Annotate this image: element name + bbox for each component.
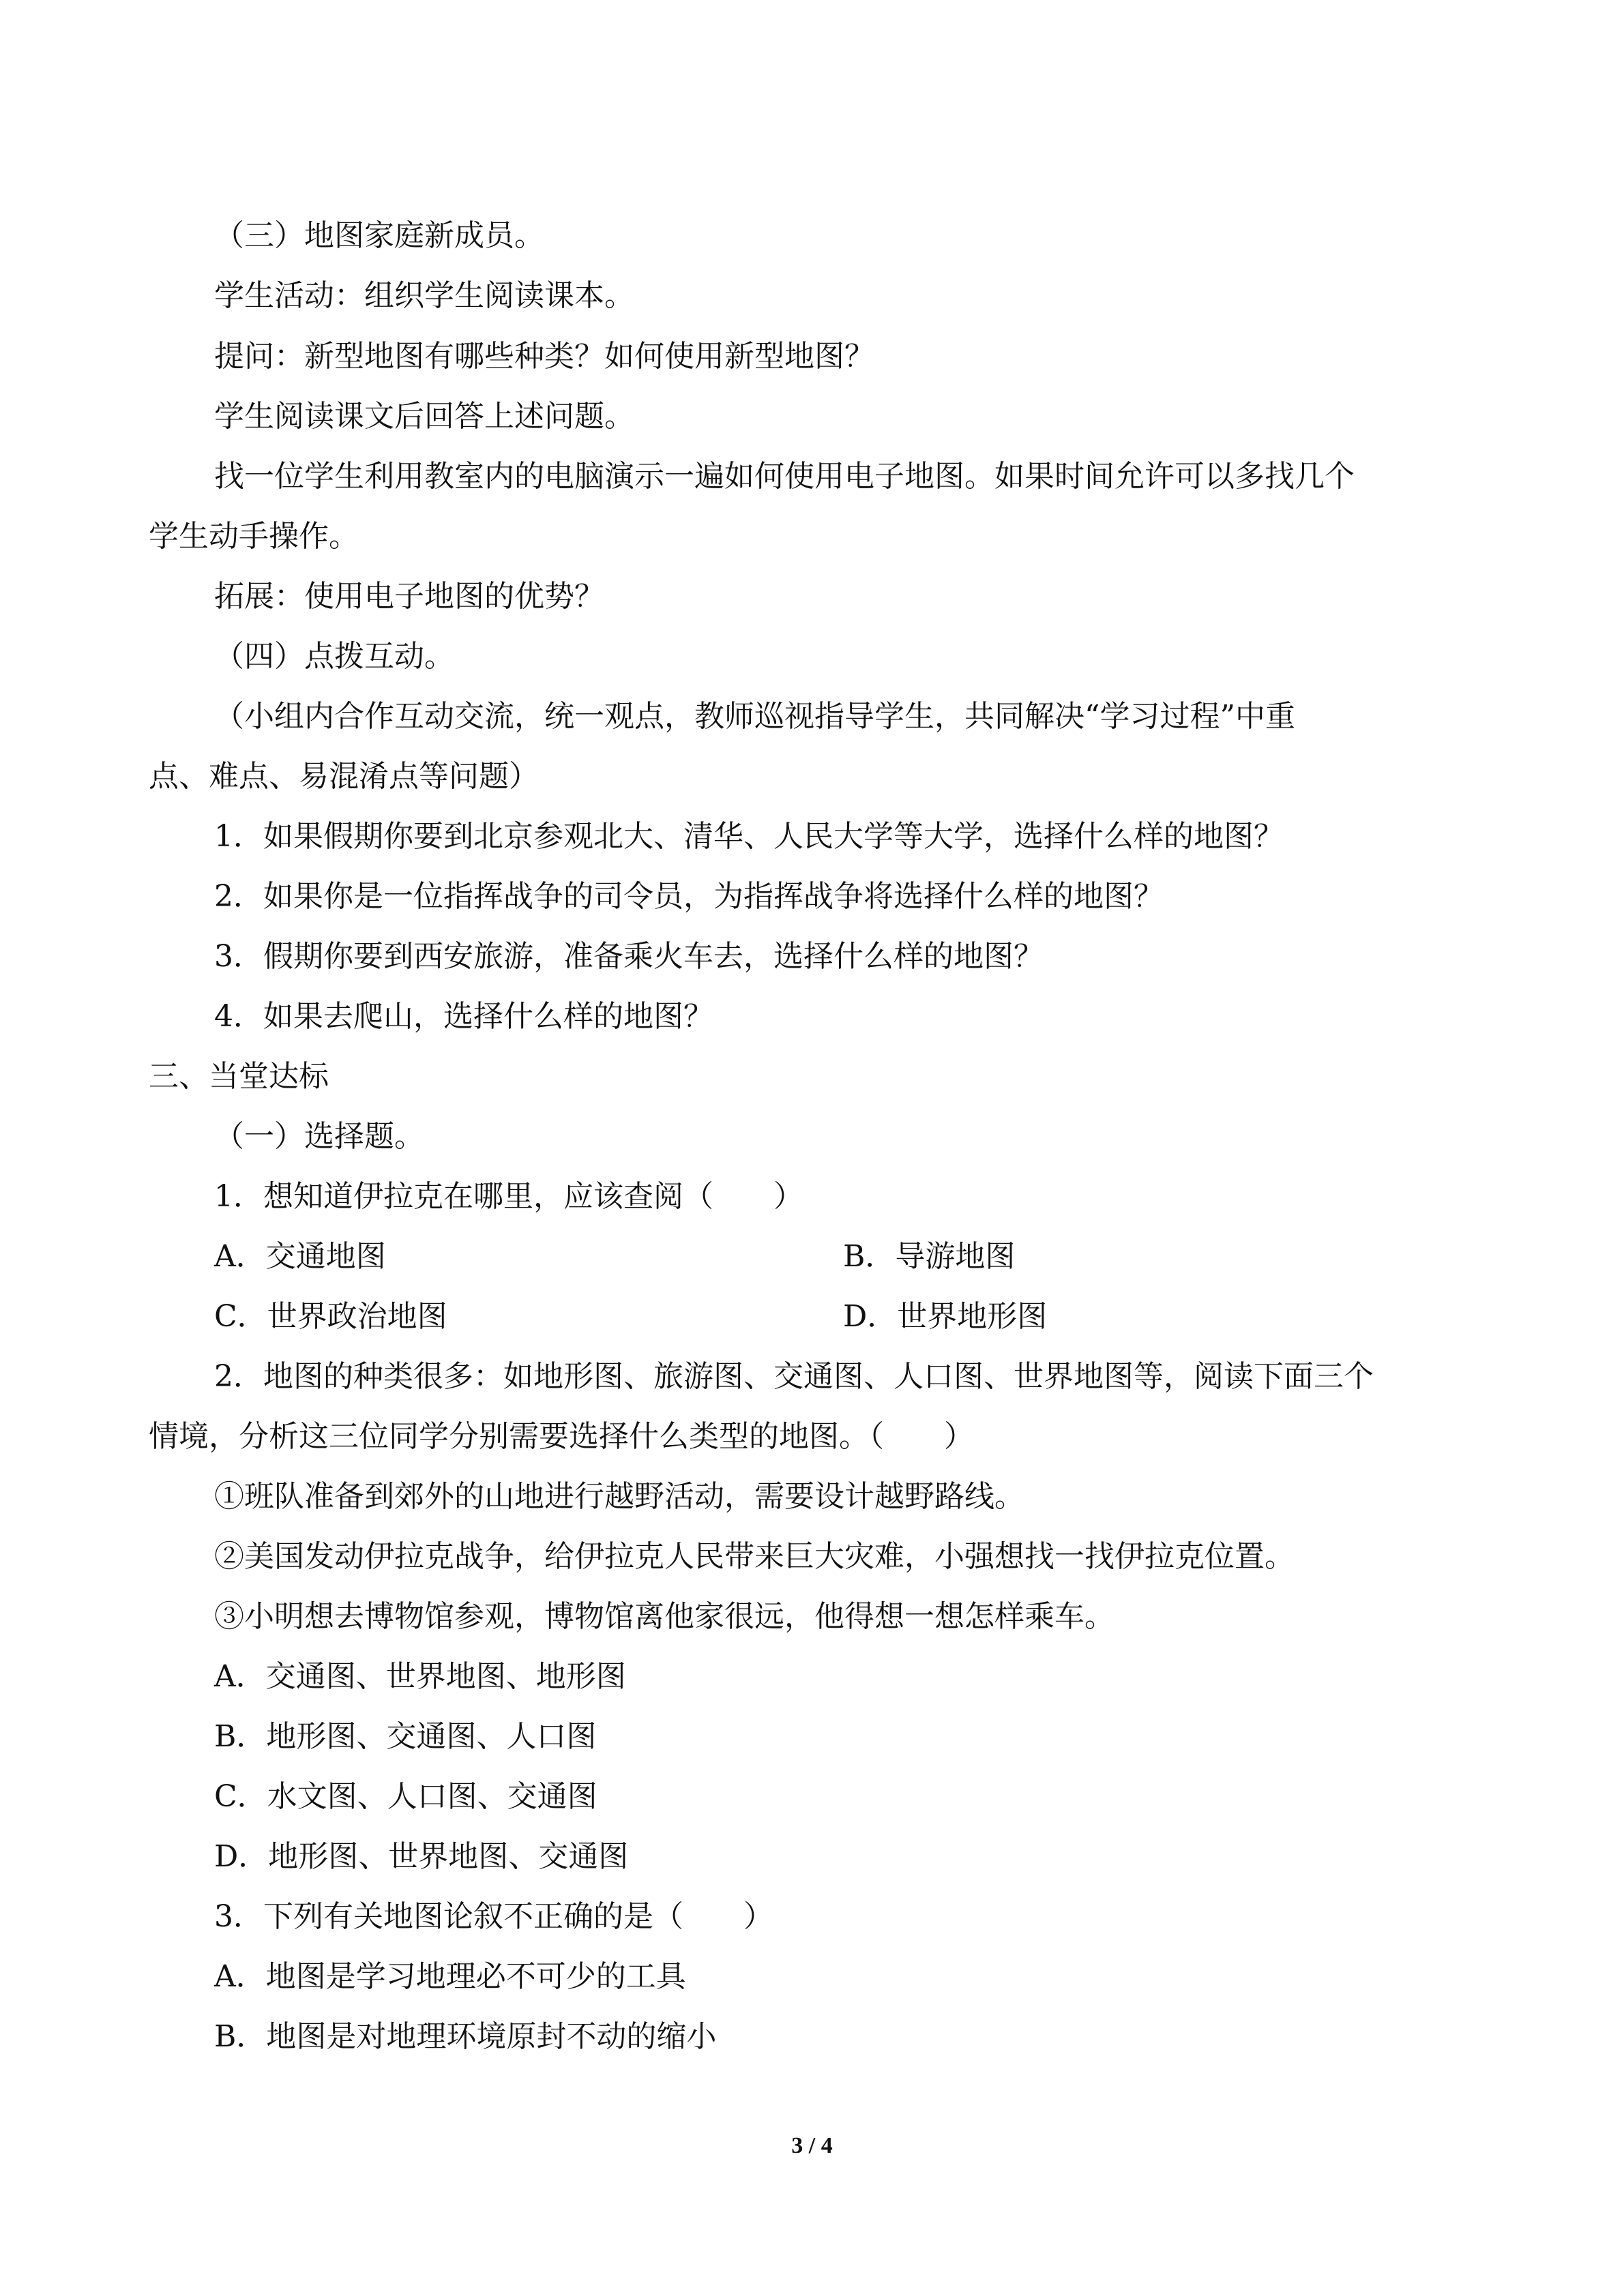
option-d: D．地形图、世界地图、交通图 xyxy=(214,1839,629,1874)
scenario-item: ②美国发动伊拉克战争，给伊拉克人民带来巨大灾难，小强想找一找伊拉克位置。 xyxy=(214,1539,1295,1574)
option-row xyxy=(214,1296,1048,1337)
option-a: A．地图是学习地理必不可少的工具 xyxy=(214,1959,686,1994)
question-item: 3．假期你要到西安旅游，准备乘火车去，选择什么样的地图？ xyxy=(214,939,1044,974)
paragraph: 拓展：使用电子地图的优势？ xyxy=(214,579,604,614)
question-item: 3．下列有关地图论叙不正确的是（ ） xyxy=(214,1899,773,1934)
paragraph: 提问：新型地图有哪些种类？如何使用新型地图？ xyxy=(214,339,874,374)
option-row xyxy=(214,1236,1016,1277)
paragraph: 点、难点、易混淆点等问题） xyxy=(149,759,539,794)
paragraph: 学生阅读课文后回答上述问题。 xyxy=(214,399,634,434)
question-item: 4．如果去爬山，选择什么样的地图？ xyxy=(214,999,713,1034)
option-a: A．交通地图 xyxy=(214,1239,386,1274)
section-heading-map-family: （三）地图家庭新成员。 xyxy=(214,218,544,253)
paragraph: 学生动手操作。 xyxy=(149,519,359,554)
option-d: D．世界地形图 xyxy=(843,1299,1048,1334)
paragraph: （小组内合作互动交流，统一观点，教师巡视指导学生，共同解决“学习过程”中重 xyxy=(214,699,1295,734)
section-heading-practice: 三、当堂达标 xyxy=(149,1059,329,1094)
option-c: C．世界政治地图 xyxy=(214,1299,447,1334)
question-item: 情境，分析这三位同学分别需要选择什么类型的地图。（ ） xyxy=(149,1419,974,1454)
paragraph: 找一位学生利用教室内的电脑演示一遍如何使用电子地图。如果时间允许可以多找几个 xyxy=(214,459,1355,494)
question-item: 1．如果假期你要到北京参观北大、清华、人民大学等大学，选择什么样的地图？ xyxy=(214,819,1284,854)
option-a: A．交通图、世界地图、地形图 xyxy=(214,1659,626,1694)
question-item: 2．如果你是一位指挥战争的司令员，为指挥战争将选择什么样的地图？ xyxy=(214,879,1164,914)
option-b: B．导游地图 xyxy=(843,1239,1016,1274)
option-c: C．水文图、人口图、交通图 xyxy=(214,1779,597,1814)
scenario-item: ③小明想去博物馆参观，博物馆离他家很远，他得想一想怎样乘车。 xyxy=(214,1599,1114,1634)
paragraph: 学生活动：组织学生阅读课本。 xyxy=(214,278,634,313)
subsection-heading-choice: （一）选择题。 xyxy=(214,1119,424,1154)
question-item: 2．地图的种类很多：如地形图、旅游图、交通图、人口图、世界地图等，阅读下面三个 xyxy=(214,1359,1374,1394)
option-b: B．地图是对地理环境原封不动的缩小 xyxy=(214,2019,717,2054)
question-item: 1．想知道伊拉克在哪里，应该查阅（ ） xyxy=(214,1179,803,1214)
section-heading-interaction: （四）点拨互动。 xyxy=(214,639,454,674)
option-b: B．地形图、交通图、人口图 xyxy=(214,1719,597,1754)
page-number: 3 / 4 xyxy=(791,2133,833,2158)
scenario-item: ①班队准备到郊外的山地进行越野活动，需要设计越野路线。 xyxy=(214,1479,1024,1514)
